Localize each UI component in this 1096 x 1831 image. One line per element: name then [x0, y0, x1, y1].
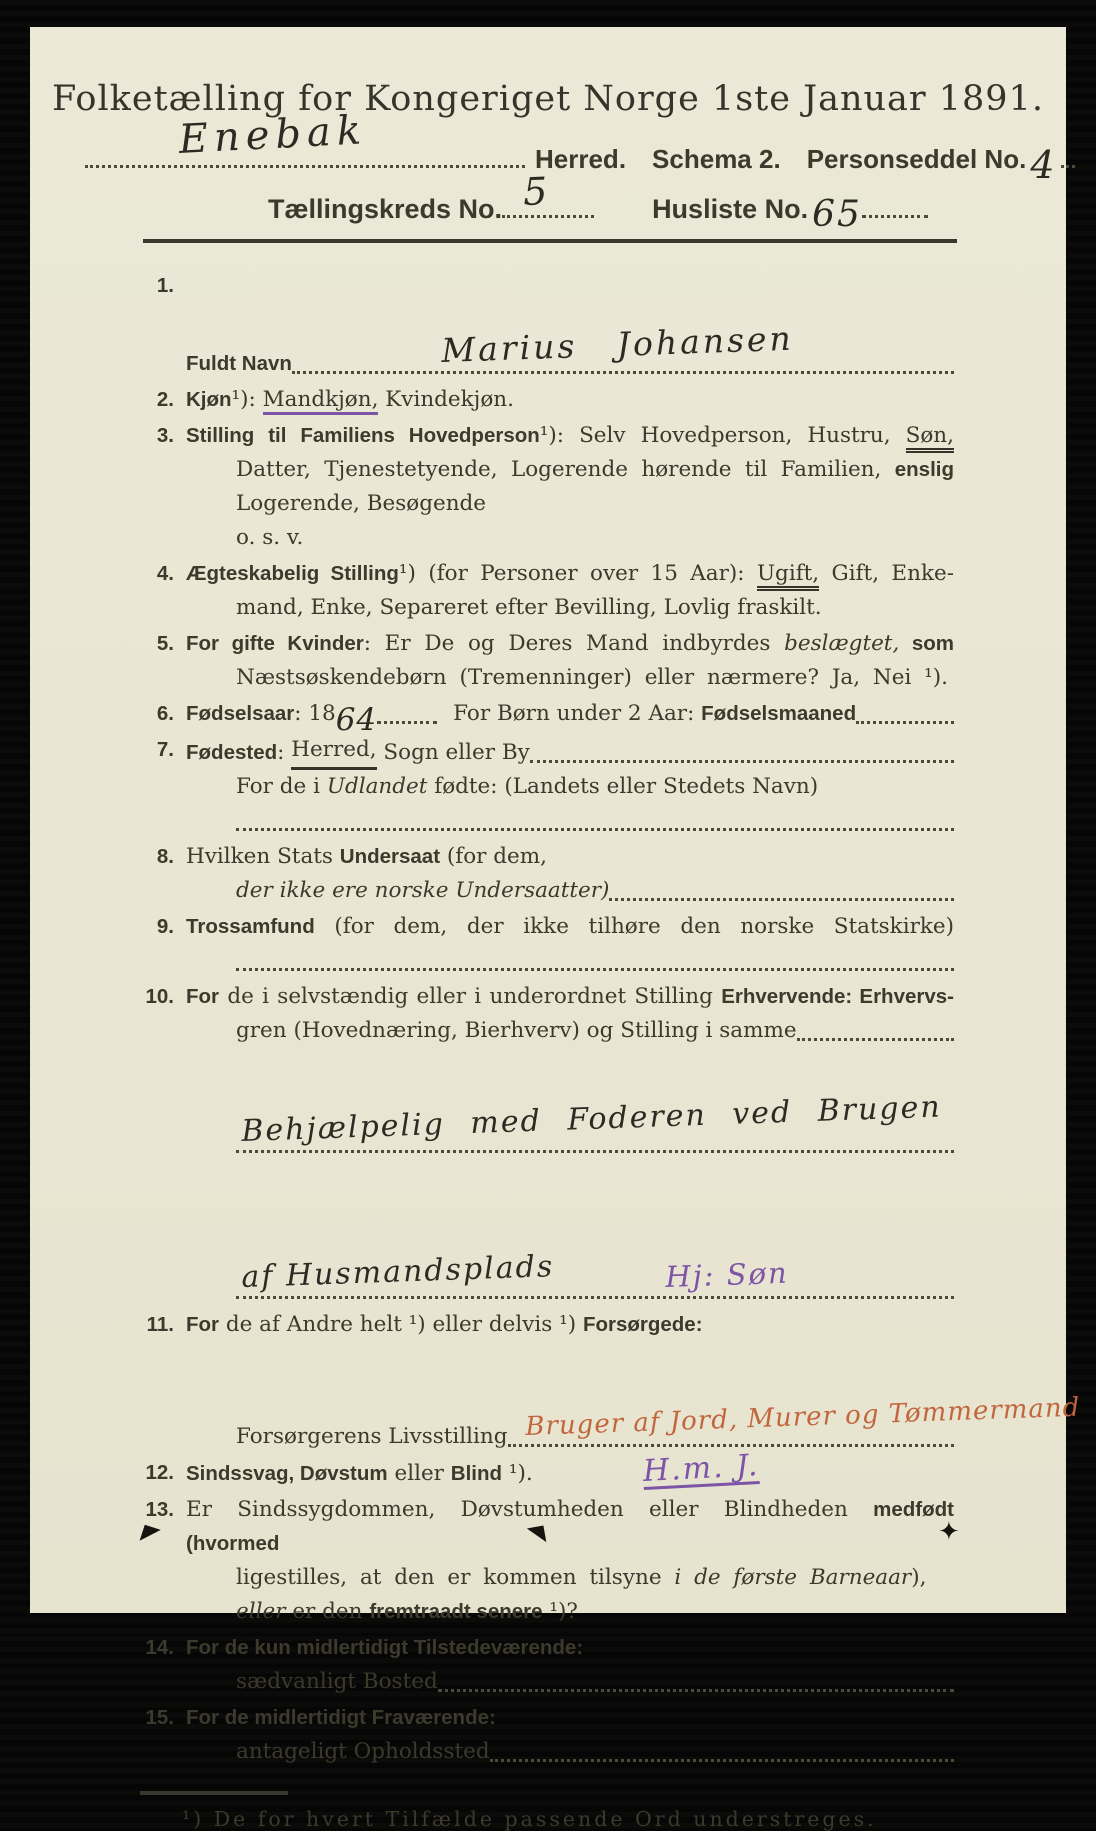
field-label: Erhvervende: Erhvervs-: [721, 985, 954, 1008]
question-text: : Er De og Deres Mand indbyrdes: [363, 631, 785, 656]
ink-blot-right: ✦: [938, 1517, 960, 1547]
item-line: [186, 269, 954, 381]
field-label: Fødested: [186, 741, 278, 764]
field-label: Fuldt Navn: [186, 352, 292, 375]
header-line-municipality: [30, 107, 1066, 187]
item-line: [186, 557, 954, 591]
item-6-fodselsaar: [140, 697, 954, 738]
option-kvindekjon: Kvindekjøn.: [378, 387, 514, 412]
item-line: [186, 840, 954, 874]
item-line: [236, 487, 954, 521]
tellingskreds-label: Tællingskreds No.: [268, 194, 503, 224]
schema-label: Schema 2.: [652, 144, 781, 174]
field-label: Undersaat: [339, 845, 441, 868]
item-line: [186, 697, 954, 738]
dotted-line: [502, 169, 594, 218]
field-label: Fødselsaar: [186, 702, 295, 725]
answer-dotted-line: [530, 760, 954, 763]
footnote-ref: ¹)?: [542, 1599, 578, 1624]
emphasized-udlandet: Udlandet: [326, 774, 428, 799]
question-text: Næstsøskendebørn (Tremenninger) eller nærmere? Ja, Nei ¹).: [236, 665, 949, 690]
item-number: 15.: [145, 1706, 174, 1729]
answer-dotted-line: [236, 968, 954, 971]
ink-blot-middle: ◥: [525, 1520, 547, 1549]
answer-dotted-line: [438, 1689, 954, 1692]
option-list: Sogn eller By: [376, 740, 530, 765]
item-line-handwritten: [236, 1048, 954, 1160]
option-list: Datter, Tjenestetyende, Logerende hørende til Familien,: [236, 457, 895, 482]
item-line: [186, 910, 954, 944]
item-number: 3.: [156, 424, 174, 447]
item-number: 11.: [146, 1313, 174, 1336]
item-line: [236, 1665, 954, 1699]
handwritten-provider-occupation: Bruger af Jord, Murer og Tømmermand: [524, 1392, 1081, 1443]
option-enslig: enslig: [894, 458, 954, 481]
item-line: [186, 733, 954, 770]
footnote-ref: ¹): [398, 561, 429, 586]
field-label: Ægteskabelig Stilling: [186, 562, 399, 585]
item-number: 14.: [145, 1636, 174, 1659]
question-text: eller: [387, 1461, 451, 1486]
item-line: [236, 1595, 954, 1629]
question-text: (for dem,: [440, 844, 547, 869]
answer-dotted-line: [508, 1342, 1081, 1447]
item-8-undersaat: [140, 840, 954, 908]
item-line: [186, 1447, 954, 1491]
handwritten-full-name: Marius Johansen: [440, 318, 795, 370]
field-label: For gifte Kvinder: [186, 632, 364, 655]
field-label: Stilling til Familiens Hovedperson: [186, 424, 540, 447]
paper-sheet: [30, 27, 1081, 1831]
instruction-text: fødte: (Landets eller Stedets Navn): [427, 774, 819, 799]
ink-blot-left: ◤: [138, 1519, 163, 1550]
handwritten-husliste-no: 65: [812, 194, 862, 235]
item-line: [186, 1631, 954, 1665]
item-line: [186, 1701, 954, 1735]
herred-label: Herred.: [535, 144, 627, 174]
personseddel-label: Personseddel No.: [806, 144, 1027, 174]
item-line: [236, 453, 954, 487]
separator: :: [277, 740, 292, 765]
item-line: [186, 980, 954, 1014]
emphasized-beslaegtet: beslægtet,: [784, 631, 900, 656]
answer-dotted-line: [292, 269, 954, 374]
item-number: 10.: [145, 985, 174, 1008]
item-12-sindssvag: [140, 1447, 954, 1491]
option-mandkjon-underlined: Mandkjøn,: [263, 387, 379, 415]
option-son-underlined: Søn,: [906, 423, 954, 453]
question-text: ),: [911, 1565, 927, 1590]
footnote-ref: ¹):: [539, 423, 580, 448]
question-text: Hvilken Stats: [186, 844, 340, 869]
bold-som: som: [899, 632, 954, 655]
answer-dotted-line: [856, 721, 954, 724]
question-text: er den: [285, 1599, 370, 1624]
item-number: 1.: [156, 274, 174, 297]
item-number: 7.: [156, 738, 174, 761]
item-number: 13.: [145, 1498, 174, 1521]
answer-dotted-line: [236, 1048, 954, 1153]
item-4-aegteskabelig: [140, 557, 954, 625]
field-label: Blind: [450, 1462, 503, 1485]
option-list: Gift, Enke-: [819, 561, 954, 586]
item-number: 5.: [156, 632, 174, 655]
answer-dotted-line: [797, 1038, 954, 1041]
emphasized-barneaar: i de første Barneaar: [674, 1565, 912, 1590]
item-line: [186, 1493, 954, 1561]
dotted-line: [862, 215, 928, 218]
question-text: Er Sindssygdommen, Døvstumheden eller Blindheden: [186, 1497, 874, 1522]
field-label: Sindssvag, Døvstum: [186, 1462, 388, 1485]
item-line: [236, 591, 954, 625]
question-text: gren (Hovednæring, Bierhverv) og Stilling i samme: [236, 1018, 797, 1043]
item-line: [186, 1308, 954, 1342]
field-label-livsstilling: Forsørgerens Livsstilling: [236, 1424, 508, 1449]
item-number: 9.: [156, 915, 174, 938]
question-text: de af Andre helt ¹) eller delvis ¹): [219, 1312, 583, 1337]
answer-dotted-line: [236, 828, 954, 831]
year-prefix: : 18: [294, 701, 336, 726]
option-list: Logerende, Besøgende: [236, 491, 487, 516]
field-label: For de midlertidigt Fraværende:: [186, 1706, 496, 1729]
item-15-fravaerende: [140, 1701, 954, 1769]
option-list: Selv Hovedperson, Hustru,: [579, 423, 906, 448]
field-label-fodselsmaaned: Fødselsmaaned: [701, 702, 857, 725]
footnote-ref: ¹):: [231, 387, 263, 412]
item-10-erhverv: [140, 980, 954, 1306]
item-11-forsorgede: [140, 1308, 1081, 1454]
option-herred-underlined: Herred,: [291, 733, 376, 770]
item-line: [236, 944, 954, 978]
handwritten-birth-year: 64: [335, 702, 378, 738]
item-line: [236, 804, 954, 838]
field-label: For de kun midlertidigt Tilstedeværende:: [186, 1636, 584, 1659]
item-number: 8.: [156, 845, 174, 868]
handwritten-hj-son: Hj: Søn: [664, 1255, 790, 1294]
answer-dotted-line: [490, 1759, 954, 1762]
footnote-ref: ¹).: [502, 1461, 533, 1486]
dotted-line: [85, 107, 525, 168]
dotted-line: [377, 721, 437, 724]
form-title: Folketælling for Kongeriget Norge 1ste Januar 1891.: [52, 79, 1044, 119]
husliste-label: Husliste No.: [652, 194, 809, 224]
field-label-bosted: sædvanligt Bosted: [236, 1669, 438, 1694]
option-list: mand, Enke, Separeret efter Bevilling, Lovlig fraskilt.: [236, 595, 822, 620]
item-line-handwritten: [236, 1160, 954, 1306]
handwritten-municipality: Enebak: [177, 107, 369, 163]
item-number: 4.: [156, 562, 174, 585]
item-number: 6.: [156, 702, 174, 725]
field-label: Kjøn: [186, 388, 232, 411]
bold-fremtraadt: fremtraadt senere: [369, 1600, 543, 1623]
handwritten-occupation-line2: af Husmandsplads: [240, 1249, 555, 1295]
item-line: [186, 419, 954, 453]
item-line: [236, 770, 954, 804]
handwritten-hm-j: H.m. J.: [641, 1447, 760, 1490]
item-14-tilstedevaerende: [140, 1631, 954, 1699]
item-2-kjon: [140, 383, 954, 417]
field-label: Trossamfund: [186, 915, 315, 938]
item-line: [236, 874, 954, 908]
header-divider-rule: [143, 239, 957, 243]
field-label: Forsørgede:: [582, 1313, 703, 1336]
emphasized-eller: eller: [236, 1599, 286, 1624]
handwritten-tellingskreds-no: 5: [522, 169, 551, 214]
item-1-fuldt-navn: [140, 269, 954, 381]
item-3-stilling: [140, 419, 954, 555]
question-text: For Børn under 2 Aar:: [453, 701, 702, 726]
item-5-gifte-kvinder: [140, 627, 954, 695]
instruction-text: For de i: [236, 774, 327, 799]
item-line: [186, 383, 954, 417]
item-line: [236, 661, 954, 695]
item-13-medfodt: [140, 1493, 954, 1629]
parenthetical: (for Personer over 15 Aar):: [428, 561, 757, 586]
header-line-district: [30, 169, 1066, 235]
form-body: [30, 269, 1081, 1769]
item-9-trossamfund: [140, 910, 954, 978]
handwritten-occupation-line1: Behjælpelig med Foderen ved Brugen: [240, 1089, 943, 1149]
item-line: [236, 1735, 954, 1769]
footnote-divider-rule: [140, 1791, 288, 1795]
field-label-opholdssted: antageligt Opholdssted: [236, 1739, 490, 1764]
dotted-line: [1061, 165, 1075, 168]
answer-dotted-line: [609, 898, 954, 901]
item-7-fodested: [140, 733, 954, 838]
bold-for: For: [186, 985, 220, 1008]
item-number: 2.: [156, 388, 174, 411]
item-line: [236, 1342, 1081, 1454]
question-text: ligestilles, at den er kommen tilsyne: [236, 1565, 675, 1590]
question-text: de i selvstændig eller i underordnet Stilling: [219, 984, 722, 1009]
bold-for: For: [186, 1313, 220, 1336]
item-line: [236, 1014, 954, 1048]
option-ugift-underlined: Ugift,: [757, 561, 819, 591]
handwritten-personseddel-no: 4: [1030, 143, 1057, 187]
item-line: [186, 627, 954, 661]
etc-text: o. s. v.: [236, 525, 304, 550]
item-number: 12.: [145, 1461, 174, 1484]
bold-medfodt: medfødt (hvormed: [186, 1498, 954, 1555]
parenthetical: (for dem, der ikke tilhøre den norske Statskirke): [314, 914, 954, 939]
item-line: [236, 1561, 954, 1595]
footnote-text: ¹) De for hvert Tilfælde passende Ord understreges.: [182, 1807, 877, 1831]
item-line: [236, 521, 954, 555]
answer-dotted-line: [236, 1160, 954, 1299]
question-text-italic: der ikke ere norske Undersaatter): [236, 878, 610, 903]
